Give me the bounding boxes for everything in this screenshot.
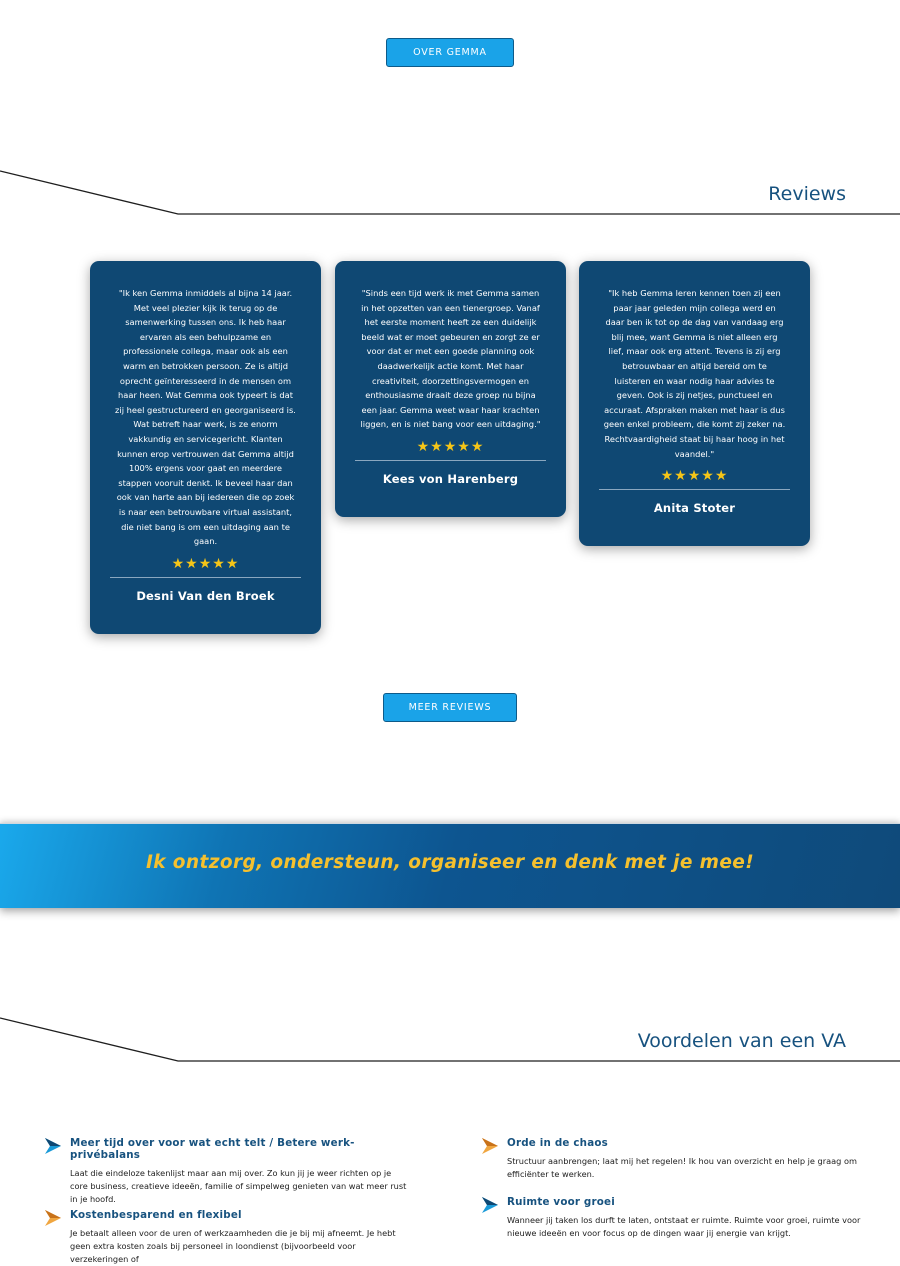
slogan-banner: [0, 823, 900, 908]
review-card: [335, 261, 566, 517]
review-text: "Ik ken Gemma inmiddels al bijna 14 jaar. Met veel plezier kijk ik terug op de samenwerking tussen ons. Ik heb haar ervaren als een behulpzame en professionele collega, maar ook als een warm en betrokken persoon. Ze is altijd oprecht geïnteresseerd in de mensen om haar heen. Wat Gemma ook typeert is dat zij heel gestructureerd en georganiseerd is. Wat betreft haar werk, is ze enorm vakkundig en servicegericht. Klanten kunnen erop vertrouwen dat Gemma altijd 100% ergens voor gaat en meerdere stappen vooruit denkt. Ik beveel haar dan ook van harte aan bij iedereen die op zoek is naar een betrouwbare virtual assistant, die niet bang is om een uitdaging aan te gaan.: [115, 288, 296, 547]
benefits-title: Voordelen van een VA: [637, 1030, 846, 1052]
benefit-text: Structuur aanbrengen; laat mij het regelen! Ik hou van overzicht en help je graag om efficiënter te werken.: [507, 1156, 857, 1179]
more-reviews-button[interactable]: MEER REVIEWS: [383, 693, 517, 722]
about-gemma-button[interactable]: OVER GEMMA: [386, 38, 514, 67]
benefit-title: Orde in de chaos: [507, 1137, 608, 1149]
arrow-orange-icon: [482, 1138, 498, 1154]
section-divider-line: [0, 168, 900, 218]
benefit-title: Kostenbesparend en flexibel: [70, 1209, 242, 1221]
benefit-text: Laat die eindeloze takenlijst maar aan mij over. Zo kun jij je weer richten op je core business, creatieve ideeën, familie of simpelweg genieten van wat meer rust in je hoofd.: [70, 1168, 407, 1204]
star-rating: ★★★★★: [416, 437, 485, 454]
benefit-text: Wanneer jij taken los durft te laten, ontstaat er ruimte. Ruimte voor groei, ruimte voor nieuwe ideeën en voor focus op de dingen waar jij energie van krijgt.: [507, 1215, 861, 1238]
card-divider: [599, 489, 790, 490]
card-divider: [110, 577, 301, 578]
card-divider: [355, 460, 546, 461]
benefit-item: [70, 1209, 410, 1266]
reviewer-name: Anita Stoter: [653, 501, 736, 516]
banner-slogan: Ik ontzorg, ondersteun, organiseer en denk met je mee!: [145, 852, 755, 873]
benefit-item: [70, 1137, 410, 1206]
benefit-title: Meer tijd over voor wat echt telt / Betere werk-privébalans: [70, 1137, 355, 1161]
benefit-item: [507, 1137, 867, 1181]
arrow-orange-icon: [45, 1210, 61, 1226]
benefits-section-header: [0, 1015, 900, 1065]
review-text: "Sinds een tijd werk ik met Gemma samen in het opzetten van een tienergroep. Vanaf het eerste moment heeft ze een duidelijk beeld wat er moet gebeuren en zorgt ze er voor dat er met een goede planning ook daadwerkelijk actie komt. Met haar creativiteit, doorzettingsvermogen en enthousiasme draait deze groep nu bijna een jaar. Gemma weet waar haar krachten liggen, en is niet bang voor een uitdaging.": [360, 288, 541, 430]
reviewer-name: Kees von Harenberg: [382, 471, 519, 486]
arrow-blue-icon: [45, 1138, 61, 1154]
benefit-text: Je betaalt alleen voor de uren of werkzaamheden die je bij mij afneemt. Je hebt geen extra kosten zoals bij personeel in loondienst (bijvoorbeeld voor verzekeringen of: [70, 1228, 396, 1264]
reviews-title: Reviews: [768, 183, 846, 205]
review-card: [90, 261, 321, 634]
reviewer-name: Desni Van den Broek: [136, 588, 275, 603]
benefit-item: [507, 1196, 867, 1240]
star-rating: ★★★★★: [171, 554, 240, 571]
arrow-blue-icon: [482, 1197, 498, 1213]
review-card: [579, 261, 810, 546]
benefit-title: Ruimte voor groei: [507, 1196, 615, 1208]
reviews-section-header: [0, 168, 900, 218]
review-text: "Ik heb Gemma leren kennen toen zij een paar jaar geleden mijn collega werd en daar ben ik tot op de dag van vandaag erg blij mee, want Gemma is niet alleen erg lief, maar ook erg attent. Tevens is zij erg betrouwbaar en altijd bereid om te luisteren en waar nodig haar advies te geven. Ook is zij netjes, punctueel en accuraat. Afspraken maken met haar is dus geen enkel probleem, die komt zij zeker na. Rechtvaardigheid staat bij haar hoog in het vaandel.": [603, 288, 786, 459]
star-rating: ★★★★★: [660, 467, 729, 484]
